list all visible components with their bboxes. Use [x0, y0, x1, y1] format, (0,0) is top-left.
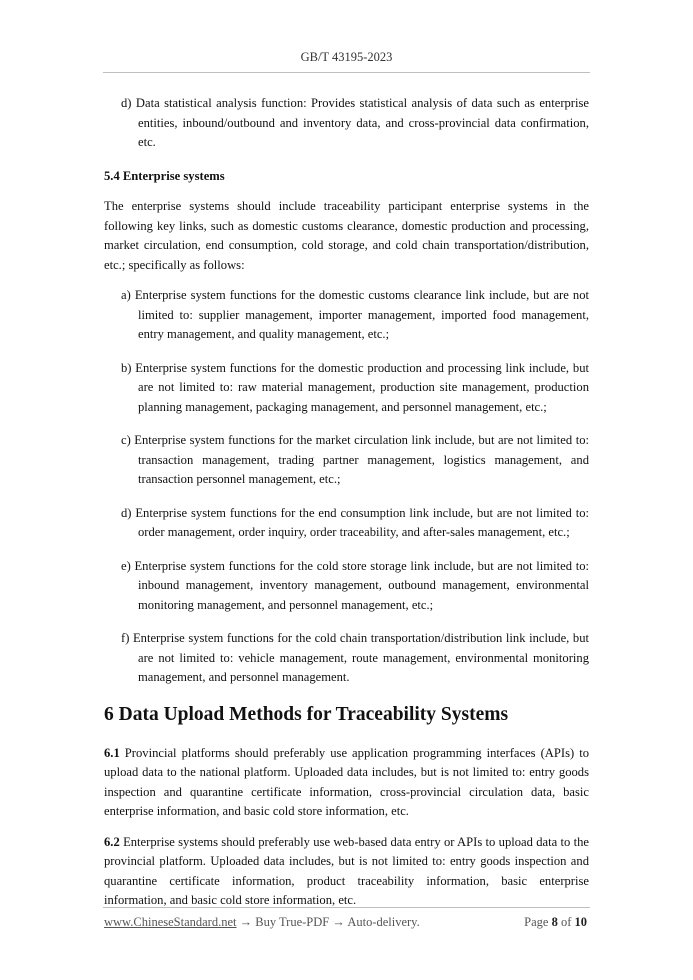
arrow-right-icon: →: [332, 915, 345, 929]
current-page: 8: [551, 915, 558, 929]
total-pages: 10: [574, 915, 587, 929]
clause-text: Enterprise systems should preferably use web-based data entry or APIs to upload data to the provincial platform. Uploaded data includes, but is not limited to: entry goods inspection and quarantine certificate information, product traceability information, basic enterprise information, and basic cold store information, etc.: [104, 834, 589, 907]
document-code-header: GB/T 43195-2023: [300, 50, 393, 64]
section-5-4-intro: The enterprise systems should include traceability participant enterprise systems in the following key links, such as domestic customs clearance, domestic production and processing, market circulation, end consumption, cold storage, and cold chain transportation/distribution, etc.; specifically as follows:: [104, 199, 589, 272]
buy-pdf-text: Buy True-PDF: [255, 915, 330, 929]
arrow-right-icon: →: [239, 915, 253, 929]
section-6-heading: 6 Data Upload Methods for Traceability Systems: [104, 703, 509, 725]
footer-divider: [103, 907, 590, 908]
page-footer: [104, 915, 589, 930]
list-item-e: e) Enterprise system functions for the cold store storage link include, but are not limited to: inbound management, inventory management, outbound management, environmental monitoring management, and personnel management, etc.;: [121, 558, 589, 612]
list-item-b: b) Enterprise system functions for the domestic production and processing link include, but are not limited to: raw material management, production site management, production planning management, packaging management, and personnel management, etc.;: [121, 360, 589, 414]
website-link[interactable]: www.ChineseStandard.net: [104, 915, 237, 929]
list-item-a: a) Enterprise system functions for the domestic customs clearance link include, but are not limited to: supplier management, importer management, imported food management, entry management, and quality management, etc.;: [121, 288, 589, 341]
page-label: Page: [524, 915, 549, 929]
page-indicator: [524, 915, 587, 930]
list-item-c: c) Enterprise system functions for the market circulation link include, but are not limited to: transaction management, trading partner management, logistics management, and transaction personnel management, etc.;: [121, 433, 589, 486]
list-item-d: d) Enterprise system functions for the end consumption link include, but are not limited to: order management, order inquiry, order traceability, and after-sales management, etc.;: [121, 505, 589, 539]
clause-text: Provincial platforms should preferably use application programming interfaces (APIs) to upload data to the national platform. Uploaded data includes, but is not limited to: entry goods inspection and quarantine certificate information, cross-provincial circulation data, basic enterprise information, and basic cold store information, etc.: [104, 745, 589, 818]
clause-number: 6.1: [104, 745, 120, 760]
list-item-d-statistics: d) Data statistical analysis function: Provides statistical analysis of data such as enterprise entities, inbound/outbound and inventory data, and cross-provincial data confirmation, etc.: [121, 96, 589, 149]
auto-delivery-text: Auto-delivery.: [347, 915, 420, 929]
clause-6-1: [104, 744, 589, 822]
header-divider: [103, 72, 590, 73]
section-5-4-title: 5.4 Enterprise systems: [104, 168, 225, 183]
clause-6-2: [104, 833, 589, 911]
page-content: [104, 94, 589, 922]
of-label: of: [560, 915, 572, 929]
list-item-f: f) Enterprise system functions for the cold chain transportation/distribution link include, but are not limited to: vehicle management, route management, environmental monitoring management, and personnel management.: [121, 631, 589, 684]
clause-number: 6.2: [104, 834, 120, 849]
